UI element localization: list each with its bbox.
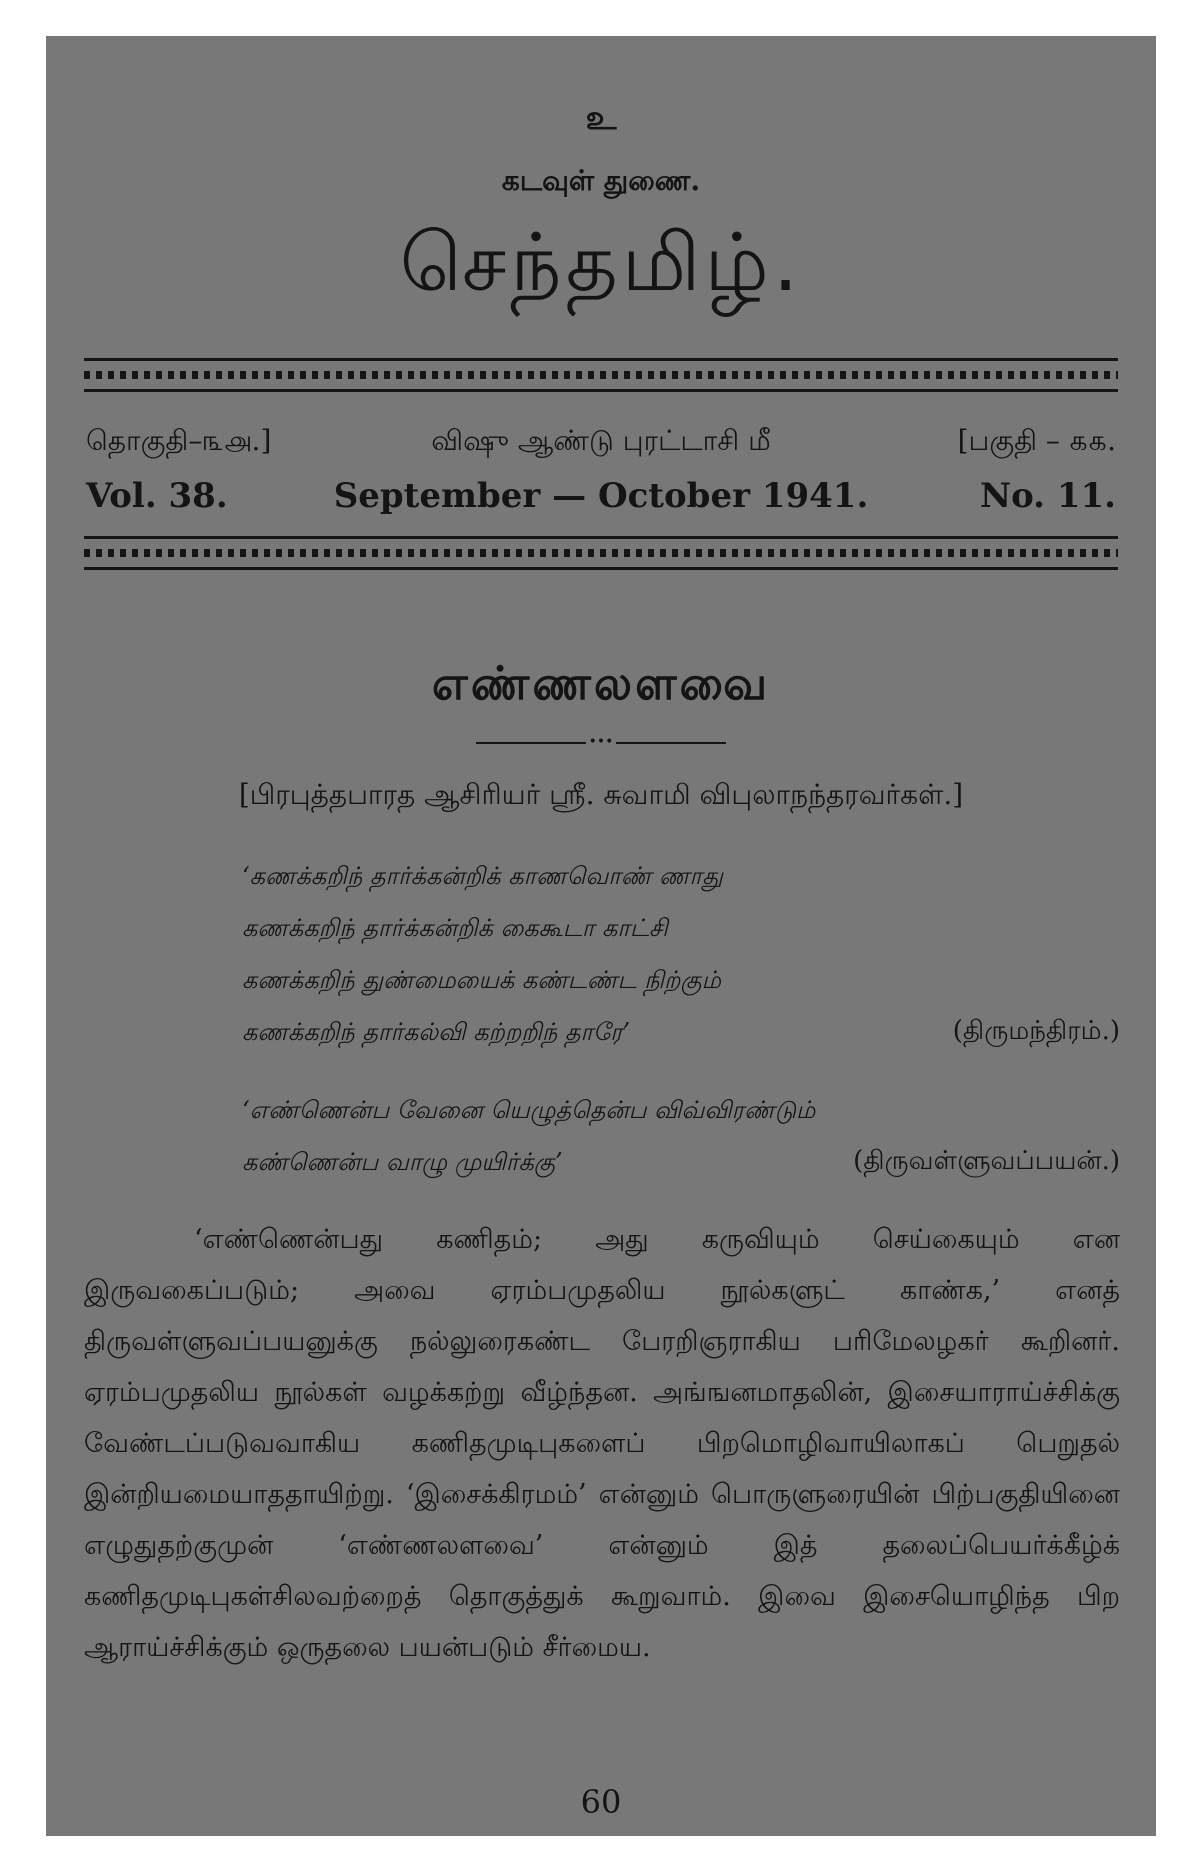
article-byline: [பிரபுத்தபாரத ஆசிரியர் ஸ்ரீ. சுவாமி விபுலாநந்தரவர்கள்.] xyxy=(238,778,964,811)
verse-line: கணக்கறிந் துண்மையைக் கண்டண்ட நிற்கும் xyxy=(242,966,721,994)
verse-line: ‘கணக்கறிந் தார்க்கன்றிக் காணவொண் ணாது xyxy=(242,862,723,890)
invocation-mark: உ xyxy=(585,98,617,138)
issue-rule xyxy=(84,536,1118,580)
verse-line: கணக்கறிந் தார்க்கன்றிக் கைகூடா காட்சி xyxy=(242,914,668,942)
verse-line: ‘எண்ணென்ப வேனை யெழுத்தென்ப விவ்விரண்டும் xyxy=(242,1096,816,1124)
title-ornament: ••• xyxy=(476,736,726,750)
scanned-page xyxy=(46,36,1156,1836)
verse-line: கண்ணென்ப வாழு முயிர்க்கு’ xyxy=(242,1148,563,1176)
page-number: 60 xyxy=(580,1783,622,1821)
tamil-part: [பகுதி – ௧௧. xyxy=(957,424,1116,457)
issue-number: No. 11. xyxy=(980,476,1116,516)
article-title: எண்ணலளவை xyxy=(431,656,771,710)
issue-date: September — October 1941. xyxy=(333,476,869,516)
quote-source: (திருமந்திரம்.) xyxy=(952,1016,1120,1046)
body-paragraph xyxy=(84,1214,1120,1673)
masthead-rule xyxy=(84,358,1118,402)
verse-line: கணக்கறிந் தார்கல்வி கற்றறிந் தாரே’ xyxy=(242,1018,631,1046)
tamil-date: விஷு ஆண்டு புரட்டாசி மீ xyxy=(431,424,771,457)
journal-masthead: செந்தமிழ். xyxy=(399,216,803,309)
tamil-volume: தொகுதி–௩௮.] xyxy=(86,424,272,457)
volume-label: Vol. 38. xyxy=(86,476,228,516)
quote-source: (திருவள்ளுவப்பயன்.) xyxy=(853,1146,1120,1176)
invocation-line: கடவுள் துணை. xyxy=(501,164,701,197)
body-text: ‘எண்ணென்பது கணிதம்; அது கருவியும் செய்கையும் என இருவகைப்படும்; அவை ஏரம்பமுதலிய நூல்களுட் காண்க,’ எனத் திருவள்ளுவப்பயனுக்கு நல்லுரைகண்ட பேரறிஞராகிய பரிமேலழகர் கூறினர். ஏரம்பமுதலிய நூல்கள் வழக்கற்று வீழ்ந்தன. அங்ஙனமாதலின், இசையாராய்ச்சிக்கு வேண்டப்படுவவாகிய கணிதமுடிபுகளைப் பிறமொழிவாயிலாகப் பெறுதல் இன்றியமையாததாயிற்று. ‘இசைக்கிரமம்’ என்னும் பொருளுரையின் பிற்பகுதியினை எழுதுதற்குமுன் ‘எண்ணலளவை’ என்னும் இத் தலைப்பெயர்க்கீழ்க் கணிதமுடிபுகள்சிலவற்றைத் தொகுத்துக் கூறுவாம். இவை இசையொழிந்த பிற ஆராய்ச்சிக்கும் ஒருதலை பயன்படும் சீர்மைய. xyxy=(84,1224,1120,1663)
